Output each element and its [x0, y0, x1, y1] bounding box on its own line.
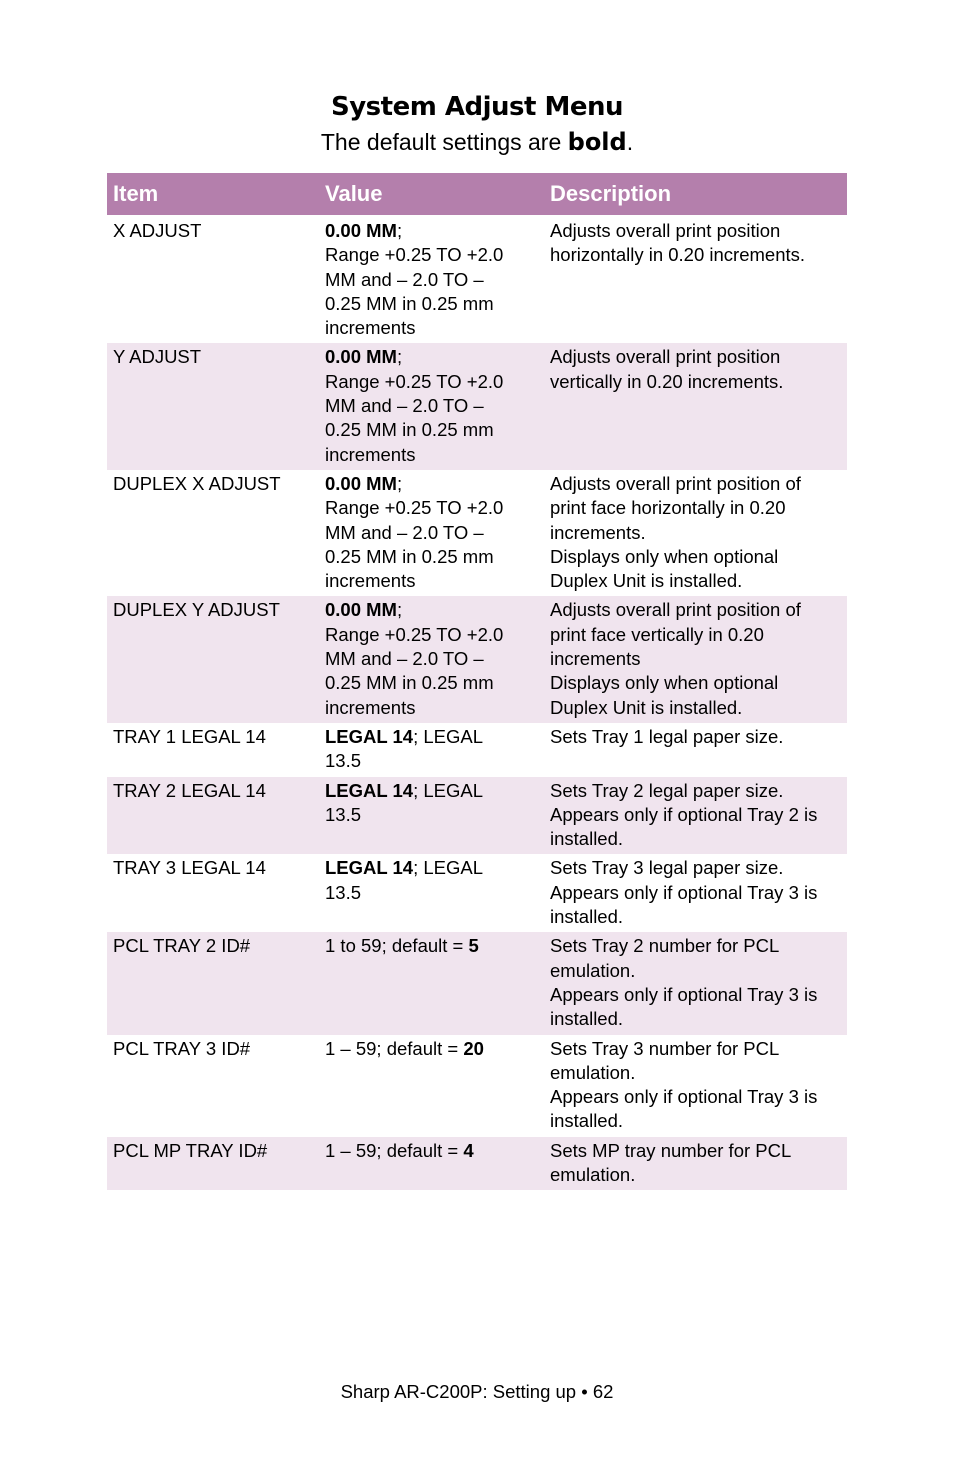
- row-description: Sets Tray 1 legal paper size.: [550, 725, 784, 747]
- row-description: Sets Tray 3 number for PCL emulation. Appears only if optional Tray 3 is installed.: [550, 1037, 818, 1132]
- header-item: Item: [107, 173, 319, 216]
- system-adjust-table: [107, 173, 847, 1190]
- row-description: Sets Tray 2 number for PCL emulation. Appears only if optional Tray 3 is installed.: [544, 932, 847, 1034]
- row-item: X ADJUST: [113, 220, 202, 241]
- table-row: [107, 723, 847, 777]
- row-description: Adjusts overall print position horizontally in 0.20 increments.: [550, 220, 806, 266]
- table-header-row: [107, 173, 847, 216]
- row-item: DUPLEX Y ADJUST: [107, 596, 319, 722]
- row-description: Sets Tray 3 legal paper size. Appears only if optional Tray 3 is installed.: [550, 857, 818, 928]
- value-prefix: 1 to 59; default =: [325, 935, 469, 957]
- row-description: Adjusts overall print position vertically in 0.20 increments.: [544, 343, 847, 469]
- row-value: [319, 932, 544, 1034]
- value-default: 0.00 MM: [325, 472, 397, 494]
- table-row: [107, 932, 847, 1034]
- row-item: DUPLEX X ADJUST: [113, 472, 281, 494]
- value-default: 5: [468, 935, 479, 957]
- row-value: [319, 216, 544, 343]
- value-range: ; Range +0.25 TO +2.0 MM and – 2.0 TO – 0.25 MM in 0.25 mm increments: [325, 220, 504, 339]
- row-value: [319, 777, 544, 855]
- value-range: ; LEGAL 13.5: [325, 857, 484, 903]
- value-default: LEGAL 14: [325, 779, 414, 801]
- row-item: PCL TRAY 3 ID#: [113, 1037, 251, 1059]
- value-range: ; Range +0.25 TO +2.0 MM and – 2.0 TO – 0.25 MM in 0.25 mm increments: [325, 472, 504, 592]
- row-value: [319, 854, 544, 932]
- header-value: Value: [319, 173, 544, 216]
- row-value: [319, 343, 544, 469]
- table-body: [107, 216, 847, 1190]
- table-row: [107, 777, 847, 855]
- header-description: Description: [544, 173, 847, 216]
- value-default: 20: [463, 1037, 484, 1059]
- row-description: Adjusts overall print position of print face horizontally in 0.20 increments. Displays only when optional Duplex Unit is installed.: [550, 472, 801, 592]
- table-row: [107, 343, 847, 469]
- row-value: [319, 1137, 544, 1191]
- value-default: 0.00 MM: [325, 599, 397, 621]
- subtitle-prefix: The default settings are: [320, 129, 568, 155]
- value-default: 0.00 MM: [325, 220, 397, 241]
- row-item: PCL TRAY 2 ID#: [107, 932, 319, 1034]
- value-range: ; Range +0.25 TO +2.0 MM and – 2.0 TO – 0.25 MM in 0.25 mm increments: [325, 599, 504, 718]
- value-range: ; Range +0.25 TO +2.0 MM and – 2.0 TO – 0.25 MM in 0.25 mm increments: [325, 346, 504, 465]
- table-row: [107, 854, 847, 932]
- value-default: LEGAL 14: [325, 857, 414, 879]
- page-subtitle: [0, 128, 954, 156]
- value-range: ; LEGAL 13.5: [325, 725, 484, 772]
- value-default: LEGAL 14: [325, 725, 414, 747]
- row-value: [319, 470, 544, 596]
- row-item: PCL MP TRAY ID#: [107, 1137, 319, 1191]
- value-prefix: 1 – 59; default =: [325, 1139, 464, 1161]
- page-title: System Adjust Menu: [331, 92, 623, 122]
- table-row: [107, 1035, 847, 1137]
- subtitle-bold-word: bold: [567, 128, 627, 156]
- value-range: ; LEGAL 13.5: [325, 779, 484, 825]
- row-item: Y ADJUST: [107, 343, 319, 469]
- value-default: 4: [463, 1139, 474, 1161]
- row-value: [319, 1035, 544, 1137]
- value-default: 0.00 MM: [325, 346, 397, 368]
- table-row: [107, 470, 847, 596]
- row-description: Adjusts overall print position of print face vertically in 0.20 increments Displays only when optional Duplex Unit is installed.: [544, 596, 847, 722]
- page-footer: Sharp AR-C200P: Setting up • 62: [340, 1381, 614, 1402]
- row-item: TRAY 1 LEGAL 14: [113, 725, 266, 747]
- row-description: Sets MP tray number for PCL emulation.: [544, 1137, 847, 1191]
- table-row: [107, 1137, 847, 1191]
- value-prefix: 1 – 59; default =: [325, 1037, 464, 1059]
- row-value: [319, 723, 544, 777]
- row-item: TRAY 3 LEGAL 14: [113, 857, 266, 879]
- row-value: [319, 596, 544, 722]
- table-row: [107, 216, 847, 343]
- subtitle-suffix: .: [626, 129, 634, 155]
- row-item: TRAY 2 LEGAL 14: [107, 777, 319, 855]
- row-description: Sets Tray 2 legal paper size. Appears only if optional Tray 2 is installed.: [544, 777, 847, 855]
- table-row: [107, 596, 847, 722]
